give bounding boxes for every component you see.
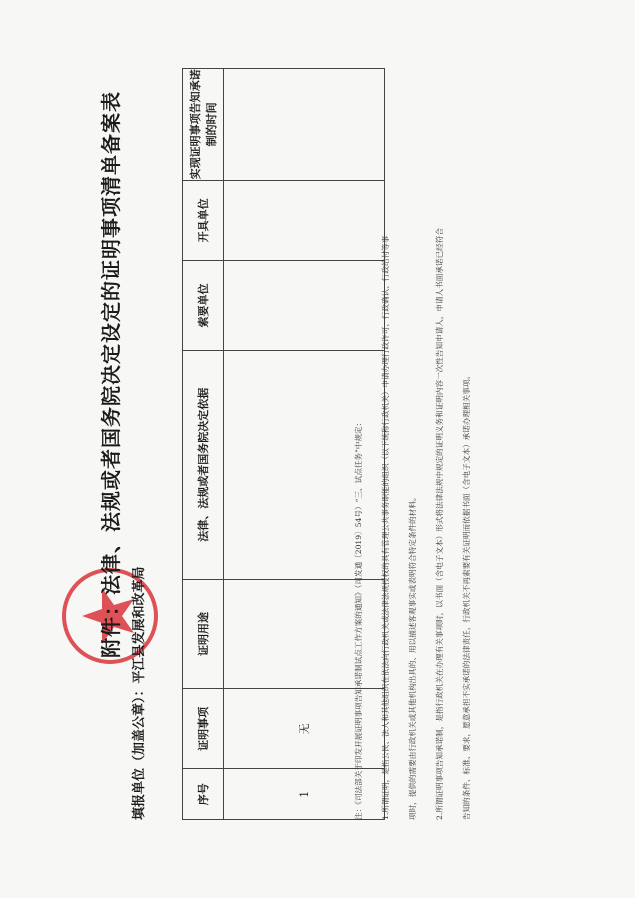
form-title: 附件：法律、法规或者国务院决定设定的证明事项清单备案表 xyxy=(99,91,123,658)
header-issuer: 开具单位 xyxy=(183,180,224,260)
note-line: 告知的条件、标准、要求，愿意承担不实承诺的法律责任，行政机关不再索要有关证明而依据书面（含电子文本）承诺办理相关事项。 xyxy=(462,371,471,820)
header-purpose: 证明用途 xyxy=(183,579,224,689)
filler-unit: 平江县发展和改革局 xyxy=(132,566,147,684)
header-time: 实现证明事项告知承诺制的时间 xyxy=(183,69,224,181)
note-line: 项时，提供的需要由行政机关或其他机构出具的、用以描述客观事实或表明符合特定条件的材料。 xyxy=(408,493,417,820)
cell-item: 无 xyxy=(224,689,385,769)
note-line: 注：《司法部关于印发开展证明事项告知承诺制试点工作方案的通知》（司发通〔2019〕54号）“三、试点任务”中规定： xyxy=(354,418,363,820)
filler-unit-line xyxy=(128,566,147,820)
header-requester: 索要单位 xyxy=(183,261,224,351)
cell-index: 1 xyxy=(224,769,385,820)
title-prefix: 附件 xyxy=(99,616,123,658)
header-basis: 法律、法规或者国务院决定依据 xyxy=(183,351,224,579)
header-index: 序号 xyxy=(183,769,224,820)
note-line: 2.所谓证明事项告知承诺制，是指行政机关在办理有关事项时，以书面（含电子文本）形式将法律法规中规定的证明义务和证明内容一次性告知申请人，申请人书面承诺已经符合 xyxy=(435,228,444,820)
table-header-row xyxy=(183,69,224,820)
note-line: 1.所谓证明，是指公民、法人和其他组织在依法向行政机关或法律法规授权的具有管理公共事务职能的组织（以下统称行政机关）申请办理行政许可、行政确认、行政给付等事 xyxy=(381,235,390,820)
filler-label: 填报单位（加盖公章）： xyxy=(132,683,147,820)
footnotes xyxy=(345,60,480,820)
header-item: 证明事项 xyxy=(183,689,224,769)
title-text: 法律、法规或者国务院决定设定的证明事项清单备案表 xyxy=(99,91,123,595)
